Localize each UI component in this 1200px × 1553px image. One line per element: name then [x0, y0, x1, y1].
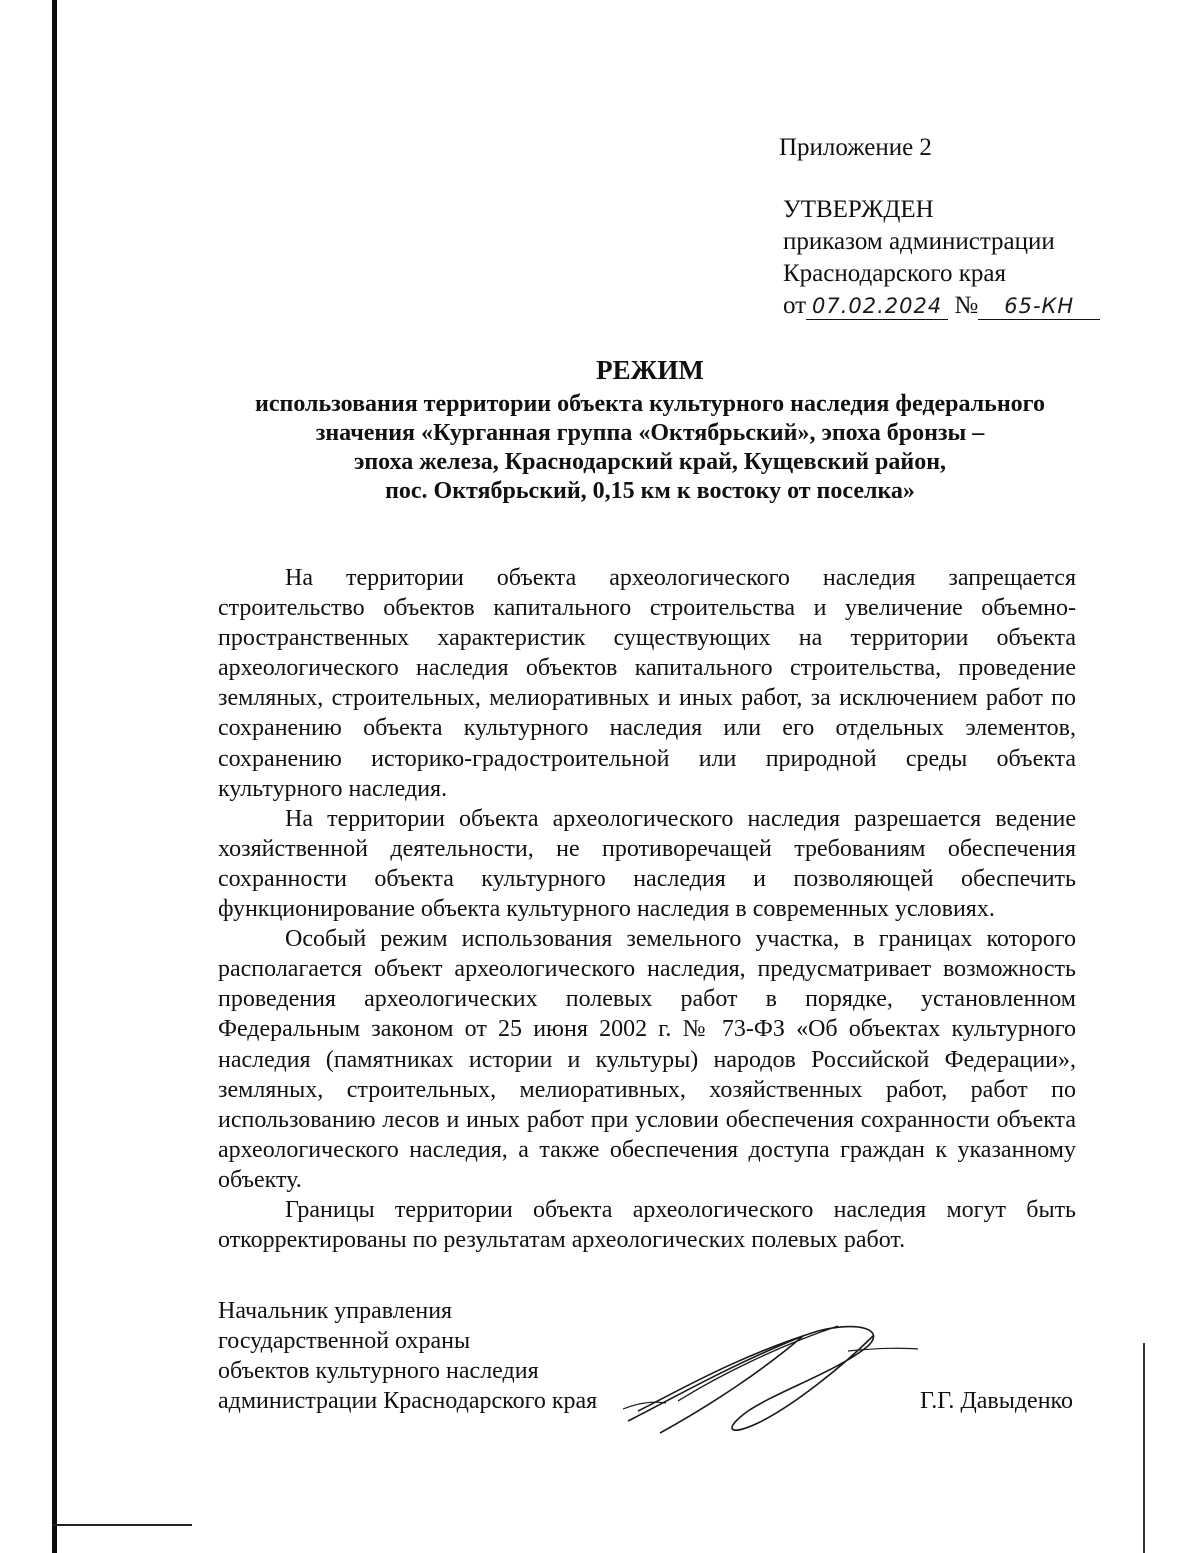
date-prefix: от: [783, 292, 807, 319]
order-date-handwritten: 07.02.2024: [811, 294, 943, 318]
title-line-3: эпоха железа, Краснодарский край, Кущевский район,: [353, 449, 947, 475]
scan-edge-right: [1143, 1343, 1145, 1553]
order-date-field: [806, 293, 948, 320]
position-line-3: объектов культурного наследия: [218, 1358, 539, 1384]
number-sign: №: [954, 292, 979, 319]
position-line-4: администрации Краснодарского края: [218, 1388, 598, 1414]
region-label: Краснодарского края: [783, 260, 1006, 287]
title-line-2: значения «Курганная группа «Октябрьский», эпоха бронзы –: [315, 420, 985, 446]
approval-block: [779, 132, 1100, 322]
document-title: [200, 352, 1100, 506]
document-body: [218, 563, 1076, 1255]
scan-edge-left: [52, 0, 57, 1553]
signer-position: [218, 1296, 597, 1416]
order-number-handwritten: 65-КН: [1004, 294, 1075, 318]
signer-name: Г.Г. Давыденко: [920, 1388, 1073, 1414]
order-number-field: [978, 293, 1100, 320]
order-label: приказом администрации: [783, 228, 1055, 255]
order-date-number-line: [783, 290, 1100, 322]
approved-label: УТВЕРЖДЕН: [783, 196, 934, 223]
scan-edge-bottom: [52, 1524, 192, 1526]
paragraph-boundaries: Границы территории объекта археологического наследия могут быть откорректированы по результатам археологических полевых работ.: [218, 1196, 1076, 1254]
annex-label: Приложение 2: [779, 134, 932, 161]
paragraph-permitted-activity: На территории объекта археологического наследия разрешается ведение хозяйственной деятельности, не противоречащей требованиям обеспечения сохранности объекта культурного наследия и позволяющей обеспечить функционирование объекта культурного наследия в современных условиях.: [218, 805, 1076, 923]
position-line-1: Начальник управления: [218, 1298, 453, 1324]
title-line-1: использования территории объекта культурного наследия федерального: [255, 391, 1045, 417]
paragraph-special-regime: Особый режим использования земельного участка, в границах которого располагается объект археологического наследия, предусматривает возможность проведения археологических полевых работ в порядке, установленном Федеральным законом от 25 июня 2002 г. № 73-ФЗ «Об объектах культурного наследия (памятниках истории и культуры) народов Российской Федерации», земляных, строительных, мелиоративных, хозяйственных работ, работ по использованию лесов и иных работ при условии обеспечения сохранности объекта археологического наследия, а также обеспечения доступа граждан к указанному объекту.: [218, 926, 1076, 1193]
signature-block: [218, 1296, 1078, 1446]
title-line-4: пос. Октябрьский, 0,15 км к востоку от поселка»: [385, 478, 915, 504]
title-main: РЕЖИМ: [596, 355, 704, 385]
handwritten-signature: [618, 1311, 918, 1441]
paragraph-prohibitions: На территории объекта археологического наследия запрещается строительство объектов капитального строительства и увеличение объемно-пространственных характеристик существующих на территории объекта археологического наследия объектов капитального строительства, проведение земляных, строительных, мелиоративных и иных работ, за исключением работ по сохранению объекта культурного наследия или его отдельных элементов, сохранению историко-градостроительной или природной среды объекта культурного наследия.: [218, 565, 1076, 802]
position-line-2: государственной охраны: [218, 1328, 471, 1354]
